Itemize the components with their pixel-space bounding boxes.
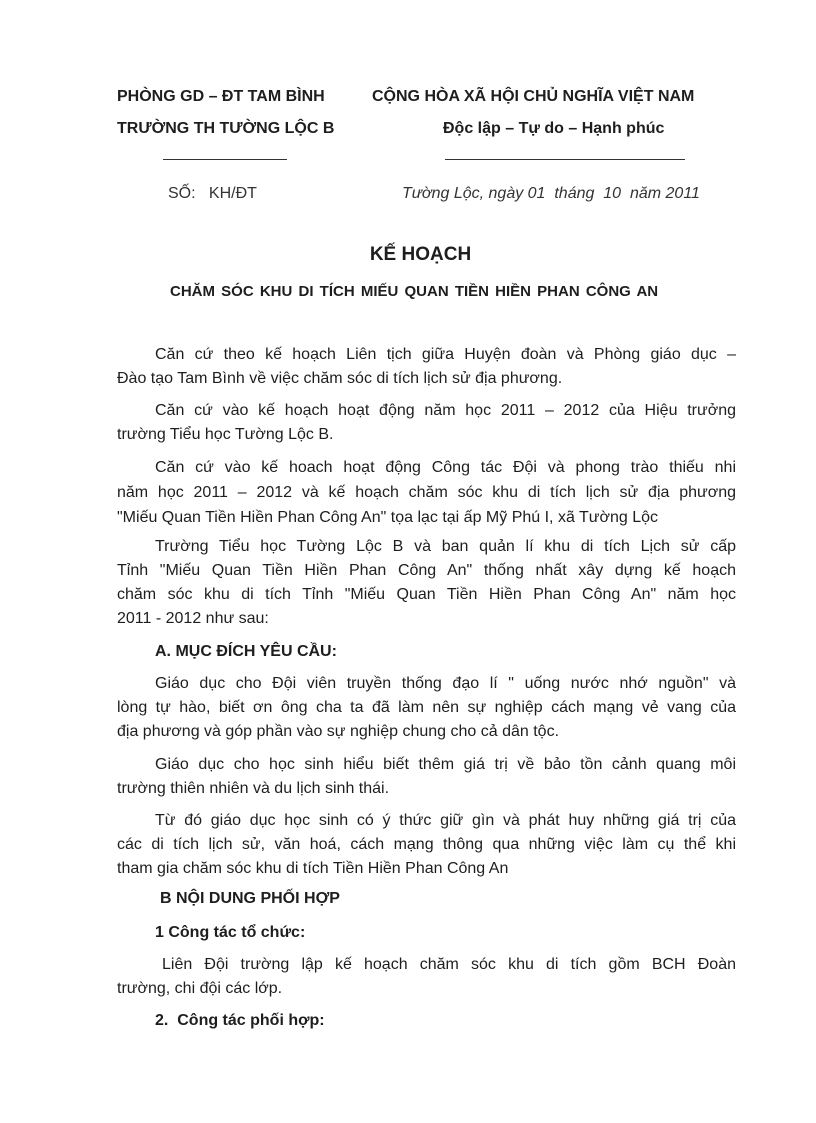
text-line: "Miếu Quan Tiền Hiền Phan Công An" tọa lạc tại ấp Mỹ Phú I, xã Tường Lộc <box>117 509 659 526</box>
document-date: Tường Lộc, ngày 01 tháng 10 năm 2011 <box>402 185 700 202</box>
document-number: SỐ: KH/ĐT <box>168 185 257 202</box>
text-line: Từ đó giáo dục học sinh có ý thức giữ gìn và phát huy những giá trị của <box>155 812 736 829</box>
paragraph-1 <box>117 343 736 391</box>
text-line: lòng tự hào, biết ơn ông cha ta đã làm nên sự nghiệp cách mạng vẻ vang của <box>117 699 736 716</box>
section-b1-heading: 1 Công tác tổ chức: <box>155 924 306 941</box>
national-title: CỘNG HÒA XÃ HỘI CHỦ NGHĨA VIỆT NAM <box>372 88 695 105</box>
text-line: trường Tiểu học Tường Lộc B. <box>117 426 334 443</box>
document-subtitle: CHĂM SÓC KHU DI TÍCH MIẾU QUAN TIỀN HIỀN PHAN CÔNG AN <box>170 283 659 300</box>
paragraph-a2 <box>117 753 736 801</box>
national-motto: Độc lập – Tự do – Hạnh phúc <box>443 120 665 137</box>
section-b-heading: B NỘI DUNG PHỐI HỢP <box>160 890 340 907</box>
text-line: năm học 2011 – 2012 và kế hoạch chăm sóc khu di tích lịch sử địa phương <box>117 484 736 501</box>
text-line: Giáo dục cho Đội viên truyền thống đạo lí " uống nước nhớ nguồn" và <box>155 675 736 692</box>
text-line: Tỉnh "Miếu Quan Tiền Hiền Phan Công An" thống nhất xây dựng kế hoạch <box>117 562 736 579</box>
right-divider <box>445 159 685 160</box>
text-line: tham gia chăm sóc khu di tích Tiền Hiền Phan Công An <box>117 860 509 877</box>
paragraph-2 <box>117 399 736 447</box>
paragraph-a1 <box>117 672 736 744</box>
paragraph-4 <box>117 535 736 631</box>
text-line: chăm sóc khu di tích Tỉnh "Miếu Quan Tiền Hiền Phan Công An" năm học <box>117 586 736 603</box>
text-line: Căn cứ theo kế hoạch Liên tịch giữa Huyện đoàn và Phòng giáo dục – <box>155 346 736 363</box>
paragraph-3 <box>117 455 736 530</box>
paragraph-b1 <box>117 953 736 1001</box>
text-line: Căn cứ vào kế hoach hoạt động Công tác Đội và phong trào thiếu nhi <box>155 459 736 476</box>
text-line: 2011 - 2012 như sau: <box>117 610 269 627</box>
left-divider <box>163 159 287 160</box>
text-line: Liên Đội trường lập kế hoạch chăm sóc khu di tích gồm BCH Đoàn <box>162 956 736 973</box>
paragraph-a3 <box>117 809 736 881</box>
text-line: địa phương và góp phần vào sự nghiệp chung cho cả dân tộc. <box>117 723 560 740</box>
section-b2-heading: 2. Công tác phối hợp: <box>155 1012 325 1029</box>
text-line: Trường Tiểu học Tường Lộc B và ban quản lí khu di tích Lịch sử cấp <box>155 538 736 555</box>
text-line: Đào tạo Tam Bình về việc chăm sóc di tích lịch sử địa phương. <box>117 370 563 387</box>
text-line: Căn cứ vào kế hoạch hoạt động năm học 2011 – 2012 của Hiệu trưởng <box>155 402 736 419</box>
section-a-heading: A. MỤC ĐÍCH YÊU CẦU: <box>155 643 337 660</box>
document-title: KẾ HOẠCH <box>369 244 472 265</box>
text-line: các di tích lịch sử, văn hoá, cách mạng thông qua những việc làm cụ thể khi <box>117 836 736 853</box>
department-name: PHÒNG GD – ĐT TAM BÌNH <box>117 88 325 105</box>
school-name: TRƯỜNG TH TƯỜNG LỘC B <box>117 120 335 137</box>
text-line: trường, chi đội các lớp. <box>117 980 283 997</box>
text-line: trường thiên nhiên và du lịch sinh thái. <box>117 780 390 797</box>
text-line: Giáo dục cho học sinh hiểu biết thêm giá trị về bảo tồn cảnh quang môi <box>155 756 736 773</box>
